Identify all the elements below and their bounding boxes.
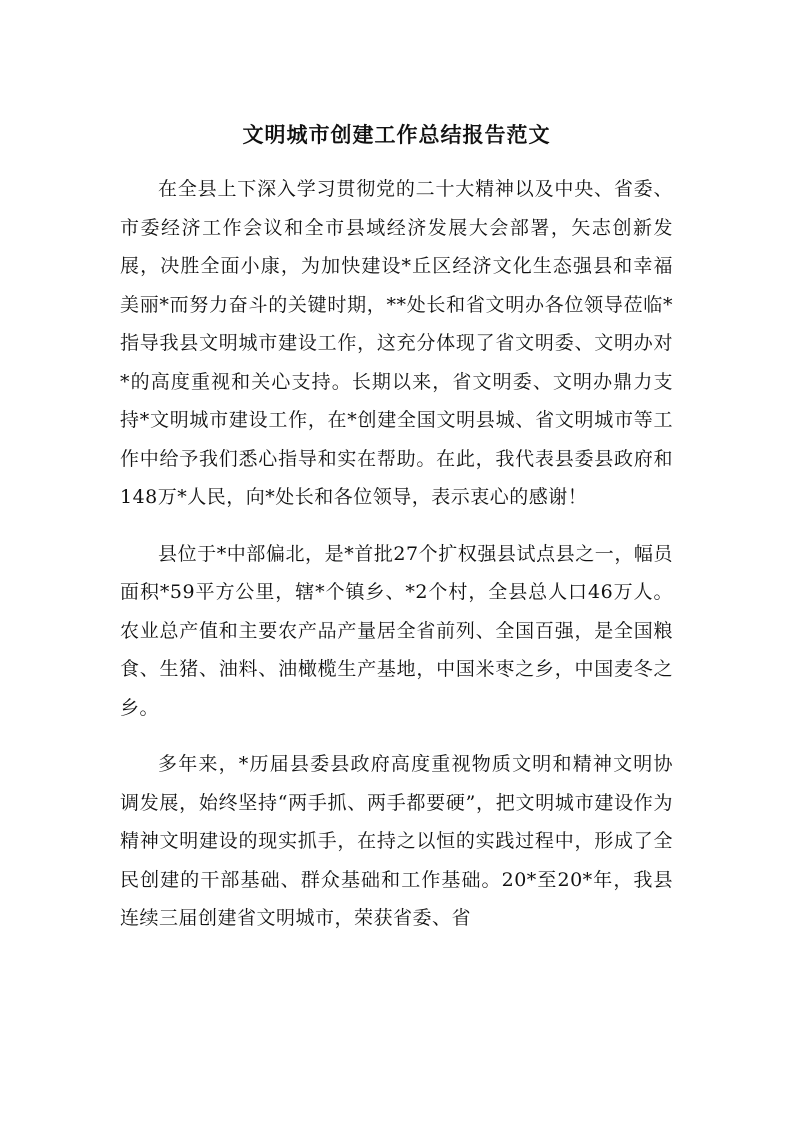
paragraph-1: 在全县上下深入学习贯彻党的二十大精神以及中央、省委、市委经济工作会议和全市县域经济发展大会部署，矢志创新发展，决胜全面小康，为加快建设*丘区经济文化生态强县和幸福美丽*而努力奋斗的关键时期，**处长和省文明办各位领导莅临*指导我县文明城市建设工作，这充分体现了省文明委、文明办对*的高度重视和关心支持。长期以来，省文明委、文明办鼎力支持*文明城市建设工作，在*创建全国文明县城、省文明城市等工作中给予我们悉心指导和实在帮助。在此，我代表县委县政府和148万*人民，向*处长和各位领导，表示衷心的感谢！ bbox=[120, 178, 673, 508]
document-title: 文明城市创建工作总结报告范文 bbox=[242, 122, 551, 147]
paragraph-2: 县位于*中部偏北，是*首批27个扩权强县试点县之一，幅员面积*59平方公里，辖*个镇乡、*2个村，全县总人口46万人。农业总产值和主要农产品产量居全省前列、全国百强，是全国粮食、生猪、油料、油橄榄生产基地，中国米枣之乡，中国麦冬之乡。 bbox=[120, 542, 673, 719]
document-body bbox=[120, 170, 673, 956]
paragraph-3: 多年来，*历届县委县政府高度重视物质文明和精神文明协调发展，始终坚持“两手抓、两手都要硬”，把文明城市建设作为精神文明建设的现实抓手，在持之以恒的实践过程中，形成了全民创建的干部基础、群众基础和工作基础。20*至20*年，我县连续三届创建省文明城市，荣获省委、省 bbox=[120, 753, 673, 929]
